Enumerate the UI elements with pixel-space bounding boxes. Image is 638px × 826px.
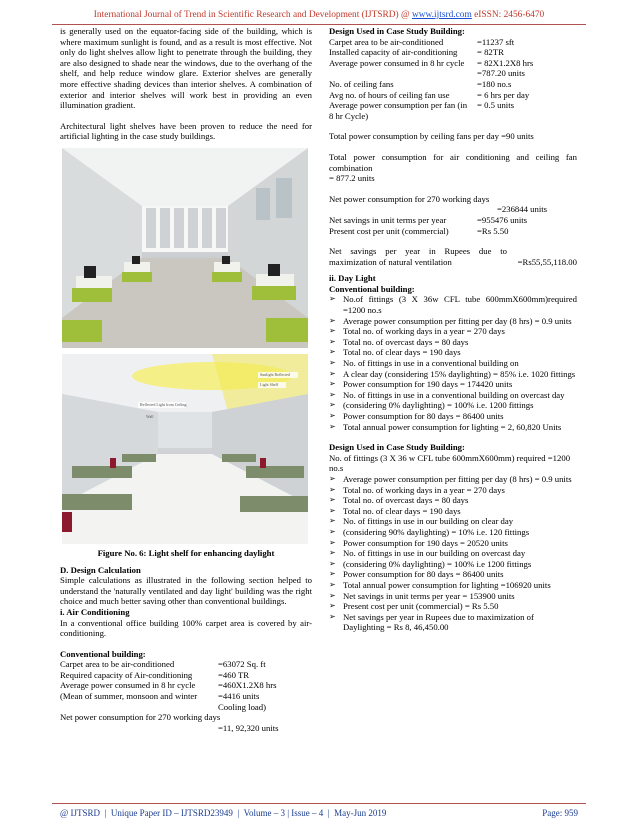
net-power-label-right: Net power consumption for 270 working days [329, 193, 490, 204]
diagram-label-shelf: Light Shelf [260, 381, 279, 387]
list-item: ➢ No. of fittings in use in a conventional building on [329, 358, 577, 369]
subheading-day-light: ii. Day Light [329, 273, 376, 284]
footer-paper-id: Unique Paper ID – IJTSRD23949 [110, 808, 233, 818]
list-item: ➢ Average power consumption per fitting per day (8 hrs) = 0.9 units [329, 474, 577, 485]
combined-label: Total power consumption for air conditioning and ceiling fan combination [329, 151, 577, 173]
list-item: ➢ Average power consumption per fitting per day (8 hrs) = 0.9 units [329, 316, 577, 327]
ac-paragraph: In a conventional office building 100% carpet area is covered by air-conditioning. [60, 617, 312, 639]
net-power-value-right: =236844 units [497, 204, 548, 215]
conventional-building-heading-2: Conventional building: [329, 283, 415, 294]
list-item: ➢ No.of fittings (3 X 36w CFL tube 600mmX600mm)required =1200 no.s [329, 294, 577, 315]
diagram-label-ceiling: Reflected Light from Ceiling [140, 401, 187, 407]
list-item: ➢ Power consumption for 190 days = 174420 units [329, 379, 577, 390]
list-item: ➢ Total annual power consumption for lighting =106920 units [329, 580, 577, 591]
ac-row: No. of ceiling fans =180 no.s [329, 78, 512, 89]
conv-row: (Mean of summer, monsoon and winter =4416 units [60, 691, 260, 702]
footer-rule [52, 803, 586, 804]
savings-row: Net savings in unit terms per year =955476 units [329, 214, 528, 225]
footer-volume: Volume – 3 | Issue – 4 [243, 808, 324, 818]
design-intro: No. of fittings (3 X 36 w CFL tube 600mmX600mm) required =1200 no.s [329, 452, 571, 474]
design-calc-paragraph: Simple calculations as illustrated in the following section helped to understand the 'naturally ventilated and day light' building was the right choice and much better saving other than conventional buildings. [60, 575, 312, 607]
savings-row: Present cost per unit (commercial) =Rs 5.50 [329, 225, 509, 236]
list-item: ➢ Power consumption for 190 days = 20520 units [329, 538, 577, 549]
conv-row: Carpet area to be air-conditioned =63072 Sq. ft [60, 659, 266, 670]
list-item: ➢ Total annual power consumption for lighting = 2, 60,820 Units [329, 422, 577, 433]
subheading-air-conditioning: i. Air Conditioning [60, 606, 130, 617]
journal-link[interactable]: www.ijtsrd.com [411, 10, 472, 20]
ac-row: Installed capacity of air-conditioning = 82TR [329, 47, 504, 58]
list-item: ➢ Power consumption for 80 days = 86400 units [329, 411, 577, 422]
design-used-heading: Design Used in Case Study Building: [329, 26, 465, 36]
rupees-savings-value: =Rs55,55,118.00 [517, 256, 577, 267]
footer-date: May-Jun 2019 [334, 808, 387, 818]
page-footer: @ IJTSRD | Unique Paper ID – IJTSRD23949 | Volume – 3 | Issue – 4 | May-Jun 2019 Page: 959 [60, 808, 578, 818]
conventional-lighting-list [329, 294, 577, 432]
list-item: ➢ Total no. of working days in a year = 270 days [329, 326, 577, 337]
issn-text: eISSN: 2456-6470 [471, 10, 545, 20]
footer-brand: @ IJTSRD [60, 808, 101, 818]
conv-row: Required capacity of Air-conditioning =460 TR [60, 669, 250, 680]
section-heading-design-calculation: D. Design Calculation [60, 564, 141, 575]
conventional-building-heading: Conventional building: [60, 648, 146, 659]
list-item: ➢ A clear day (considering 15% daylighting) = 85% i.e. 1020 fittings [329, 369, 577, 380]
light-shelf-paragraph: Architectural light shelves have been proven to reduce the need for artificial lighting in the case study buildings. [60, 120, 312, 142]
fan-total-text: Total power consumption by ceiling fans per day =90 units [329, 131, 534, 142]
right-column [329, 26, 577, 633]
intro-paragraph: is generally used on the equator-facing side of the building, which is where maximum sunlight is found, and as a result is most effective. Not only do light shelves allow light to penetrate through the building, they are also designed to shade near the windows, due to the overhang of the shelf, and help reduce window glare. Exterior shelves are generally more effective shading devices than interior shelves. A combination of exterior and interior shelves will work best in providing an even illumination gradient. [60, 26, 312, 111]
figure-caption: Figure No. 6: Light shelf for enhancing daylight [97, 547, 275, 558]
header-rule [52, 24, 586, 25]
design-used-heading-2: Design Used in Case Study Building: [329, 442, 465, 453]
ac-row [329, 204, 577, 215]
net-power-value: =11, 92,320 units [218, 722, 279, 733]
list-item: ➢ Total no. of working days in a year = 270 days [329, 485, 577, 496]
fan-cycle-text: 8 hr Cycle) [329, 110, 369, 121]
combined-value: = 877.2 units [329, 173, 375, 184]
office-interior-photo [62, 148, 308, 348]
design-lighting-list [329, 474, 577, 633]
ac-row: Average power consumed in 8 hr cycle = 82X1.2X8 hrs [329, 57, 534, 68]
journal-name: International Journal of Trend in Scientific Research and Development (IJTSRD) @ [93, 10, 412, 20]
diagram-label-sunlight: Sunlight Reflected [260, 371, 290, 377]
net-power-label: Net power consumption for 270 working days [60, 712, 221, 723]
list-item: ➢ Total no. of clear days = 190 days [329, 506, 577, 517]
list-item: ➢ Net savings per year in Rupees due to maximization of Daylighting = Rs 8, 46,450.00 [329, 612, 577, 633]
rupees-savings-label: Net savings per year in Rupees due to maximization of natural ventilation =Rs55,55,118.00 [329, 246, 577, 267]
list-item: ➢ Total no. of overcast days = 80 days [329, 337, 577, 348]
ac-row: Average power consumption per fan (in = 0.5 units [329, 100, 514, 111]
ac-row: =787.20 units [477, 68, 525, 79]
conv-row [60, 723, 312, 734]
ac-row: Carpet area to be air-conditioned =11237 sft [329, 36, 515, 47]
list-item: ➢ Power consumption for 80 days = 86400 units [329, 569, 577, 580]
list-item: ➢ Total no. of overcast days = 80 days [329, 495, 577, 506]
list-item: ➢ Total no. of clear days = 190 days [329, 347, 577, 358]
list-item: ➢ (considering 0% daylighting) = 100% i.e 1200 fittings [329, 559, 577, 570]
list-item: ➢ No. of fittings in use in our building on clear day [329, 516, 577, 527]
list-item: ➢ No. of fittings in use in a conventional building on overcast day [329, 390, 577, 401]
ac-row: Avg no. of hours of ceiling fan use = 6 hrs per day [329, 89, 530, 100]
page-header [0, 10, 638, 20]
left-column [60, 26, 312, 733]
conv-row: Average power consumed in 8 hr cycle =460X1.2X8 hrs [60, 680, 277, 691]
list-item: ➢ No. of fittings in use in our building on overcast day [329, 548, 577, 559]
conv-row: Cooling load) [218, 701, 267, 712]
list-item: ➢ Present cost per unit (commercial) = Rs 5.50 [329, 601, 577, 612]
list-item: ➢ (considering 90% daylighting) = 10% i.e. 120 fittings [329, 527, 577, 538]
list-item: ➢ Net savings in unit terms per year = 153900 units [329, 591, 577, 602]
list-item: ➢ (considering 0% daylighting) = 100% i.e. 1200 fittings [329, 400, 577, 411]
diagram-label-wall: Wall [146, 413, 154, 419]
light-shelf-diagram-photo [62, 354, 308, 544]
footer-page: Page: 959 [542, 808, 578, 818]
